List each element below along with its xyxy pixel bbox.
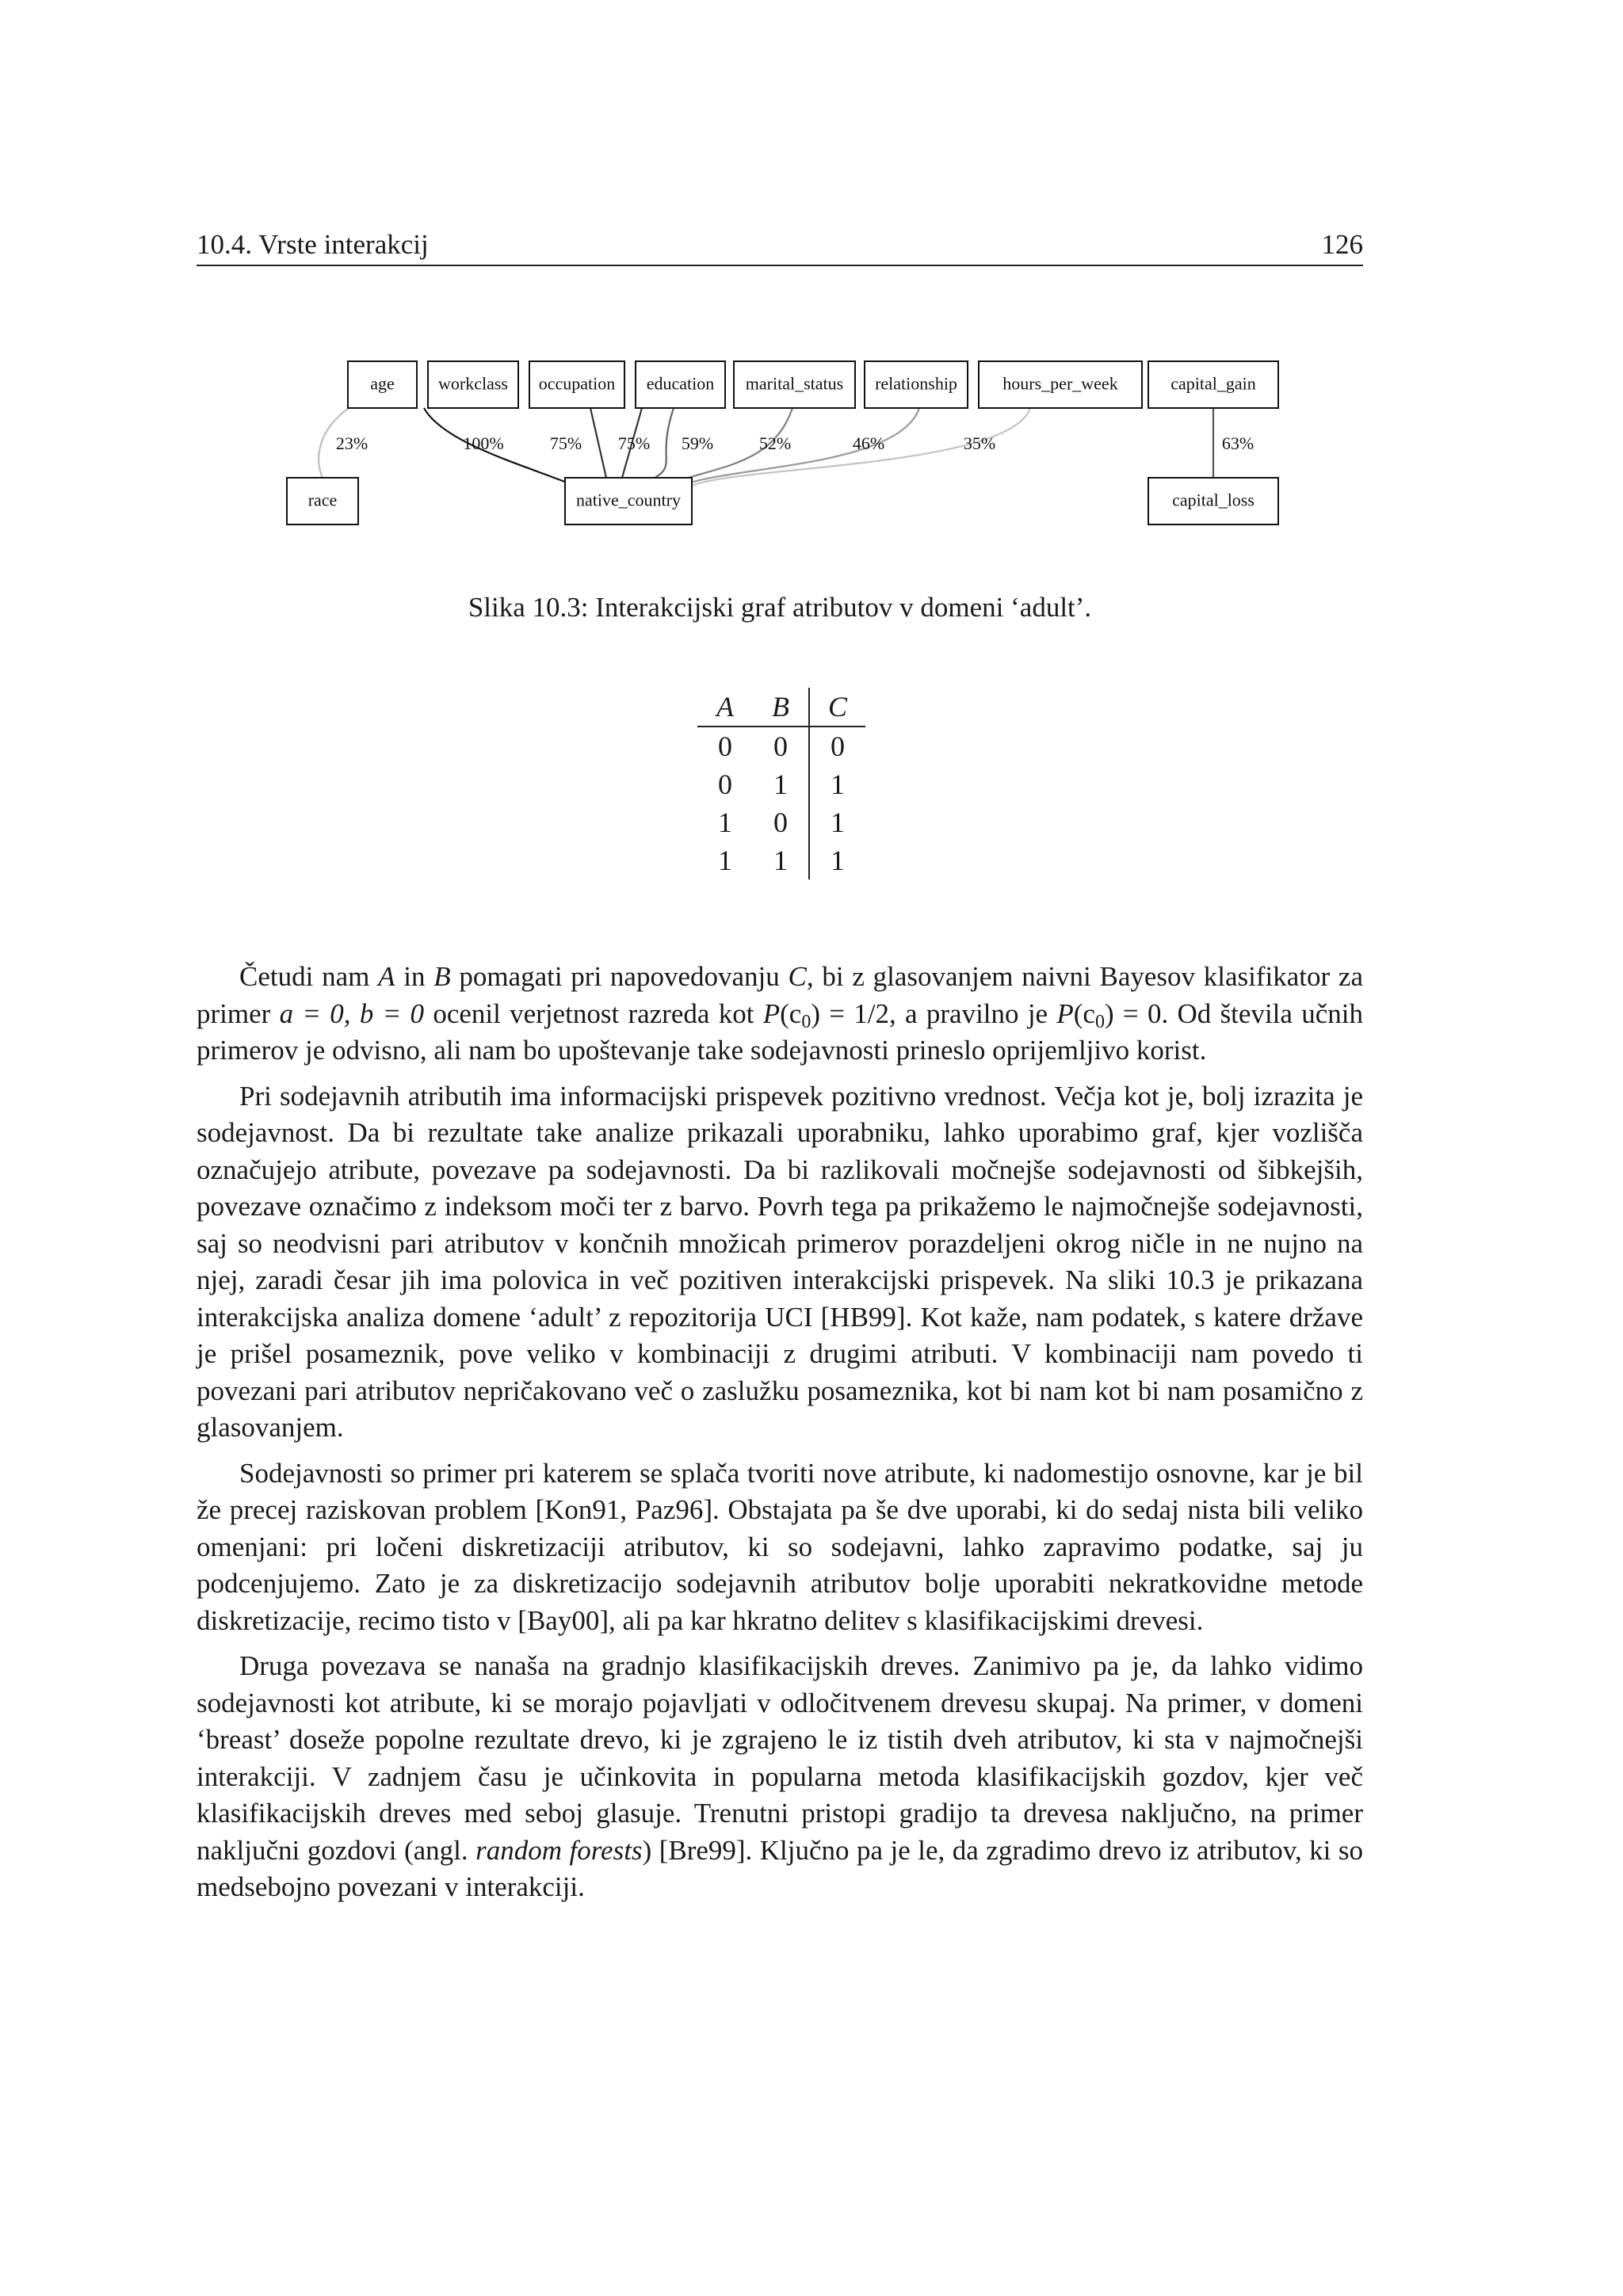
edge-label: 63%: [1221, 433, 1254, 454]
edge-label: 59%: [681, 433, 714, 454]
emphasis: random forests: [475, 1834, 643, 1866]
text-span: , bi z glasovanjem naivni Bayesov klasifikator za primer: [197, 961, 1363, 1029]
header-c: C: [809, 688, 865, 727]
node-label: occupation: [538, 373, 616, 394]
figure-caption: Slika 10.3: Interakcijski graf atributov v domeni ‘adult’.: [468, 592, 1092, 623]
node-label: capital_loss: [1172, 490, 1254, 510]
cell: 0: [718, 769, 732, 800]
edge-label: 46%: [852, 433, 885, 454]
node-label: capital_gain: [1170, 373, 1256, 394]
truth-table: [697, 688, 865, 879]
cell: 1: [773, 769, 788, 800]
edge-label: 35%: [963, 433, 996, 454]
math-c: C: [788, 961, 807, 992]
node-label: relationship: [875, 373, 957, 394]
cell: 0: [809, 727, 865, 765]
cell: 0: [773, 730, 788, 762]
paragraph-3: Sodejavnosti so primer pri katerem se splača tvoriti nove atribute, ki nadomestijo osnovne, kar je bil že precej raziskovan problem [Kon91, Paz96]. Obstajata pa še dve uporabi, ki do sedaj nista bili veliko omenjani: pri ločeni diskretizaciji atributov, ki so sodejavni, lahko zapravimo podatke, saj ju podcenjujemo. Zato je za diskretizacijo sodejavnih atributov bolje uporabiti nekratkovidne metode diskretizacije, recimo tisto v [Bay00], ali pa kar hkratno delitev s klasifikacijskimi drevesi.: [197, 1457, 1363, 1636]
section-title: 10.4. Vrste interakcij: [197, 229, 429, 260]
header-b: B: [753, 688, 809, 727]
table-row: [697, 727, 865, 765]
math-subscript: 0: [1094, 1011, 1105, 1032]
math-b: B: [433, 961, 451, 992]
math-p: P: [762, 997, 781, 1029]
text-span: , a pravilno je: [889, 997, 1057, 1029]
cell: 1: [718, 807, 732, 838]
page-number: 126: [1321, 229, 1363, 260]
cell: 1: [773, 845, 788, 876]
math-p: P: [1056, 997, 1074, 1029]
paragraph-2: Pri sodejavnih atributih ima informacijski prispevek pozitivno vrednost. Večja kot je, bolj izrazita je sodejavnost. Da bi rezultate take analize prikazali uporabniku, lahko uporabimo graf, kjer vozlišča označujejo atribute, povezave pa sodejavnosti. Da bi razlikovali močnejše sodejavnosti od šibkejših, povezave označimo z indeksom moči ter z barvo. Povrh tega pa prikažemo le najmočnejše sodejavnosti, saj so neodvisni pari atributov v končnih množicah primerov porazdeljeni okrog ničle in ne nujno na njej, zaradi česar jih ima polovica in več pozitiven interakcijski prispevek. Na sliki 10.3 je prikazana interakcijska analiza domene ‘adult’ z repozitorija UCI [HB99]. Kot kaže, nam podatek, s katere države je prišel posameznik, pove veliko v kombinaciji z drugimi atributi. V kombinaciji nam povedo ti povezani pari atributov nepričakovano več o zaslužku posameznika, kot bi nam kot bi nam posamično z glasovanjem.: [197, 1080, 1363, 1443]
text-span: ocenil verjetnost razreda kot: [424, 997, 763, 1029]
table-row: [697, 765, 865, 803]
cell: 1: [809, 765, 865, 803]
paragraph-1: [197, 959, 1363, 1070]
text-span: Četudi nam: [239, 961, 379, 992]
paragraph-4: [197, 1648, 1363, 1906]
graph-edge: [590, 408, 606, 478]
cell: 0: [773, 807, 788, 838]
node-label: marital_status: [745, 373, 844, 394]
math-a: A: [378, 961, 395, 992]
edge-label: 23%: [335, 433, 369, 454]
table-row: [697, 841, 865, 879]
cell: 1: [718, 845, 732, 876]
edge-label: 100%: [463, 433, 504, 454]
interaction-graph: [0, 0, 1623, 555]
text-span: ) [Bre99]. Ključno pa je le, da zgradimo drevo iz atributov, ki so medsebojno povezani v interakciji.: [197, 1834, 1364, 1902]
node-label: age: [370, 373, 395, 394]
math-arg: (c: [1073, 997, 1095, 1029]
math-arg: ) = 0: [1104, 997, 1162, 1029]
cell: 1: [809, 803, 865, 841]
truth-table-header: [697, 688, 865, 727]
body-text: [197, 959, 1363, 1915]
text-span: pomagati pri napovedovanju: [450, 961, 789, 992]
node-label: native_country: [576, 490, 681, 510]
node-label: education: [646, 373, 715, 394]
table-row: [697, 803, 865, 841]
math-arg: ) = 1/2: [811, 997, 890, 1029]
cell: 1: [809, 841, 865, 879]
cell: 0: [718, 730, 732, 762]
edge-label: 75%: [617, 433, 651, 454]
math-arg: (c: [780, 997, 802, 1029]
text-span: . Od števila učnih primerov je odvisno, ali nam bo upoštevanje take sodejavnosti prineslo oprijemljivo korist.: [197, 997, 1363, 1066]
text-span: Druga povezava se nanaša na gradnjo klasifikacijskih dreves. Zanimivo pa je, da lahko vidimo sodejavnosti kot atribute, ki se morajo pojavljati v odločitvenem drevesu skupaj. Na primer, v domeni ‘breast’ doseže popolne rezultate drevo, ki je zgrajeno le iz tistih dveh atributov, ki sta v najmočnejši interakciji. V zadnjem času je učinkovita in popularna metoda klasifikacijskih gozdov, kjer več klasifikacijskih dreves med seboj glasuje. Trenutni pristopi gradijo ta drevesa naključno, na primer naključni gozdovi (angl.: [197, 1650, 1363, 1866]
math-example: a = 0, b = 0: [279, 997, 425, 1029]
header-a: A: [697, 688, 753, 727]
node-label: hours_per_week: [1002, 373, 1118, 394]
text-span: in: [395, 961, 434, 992]
node-label: race: [307, 490, 338, 510]
math-subscript: 0: [801, 1011, 812, 1032]
node-label: workclass: [438, 373, 508, 394]
edge-label: 75%: [549, 433, 582, 454]
edge-label: 52%: [758, 433, 792, 454]
